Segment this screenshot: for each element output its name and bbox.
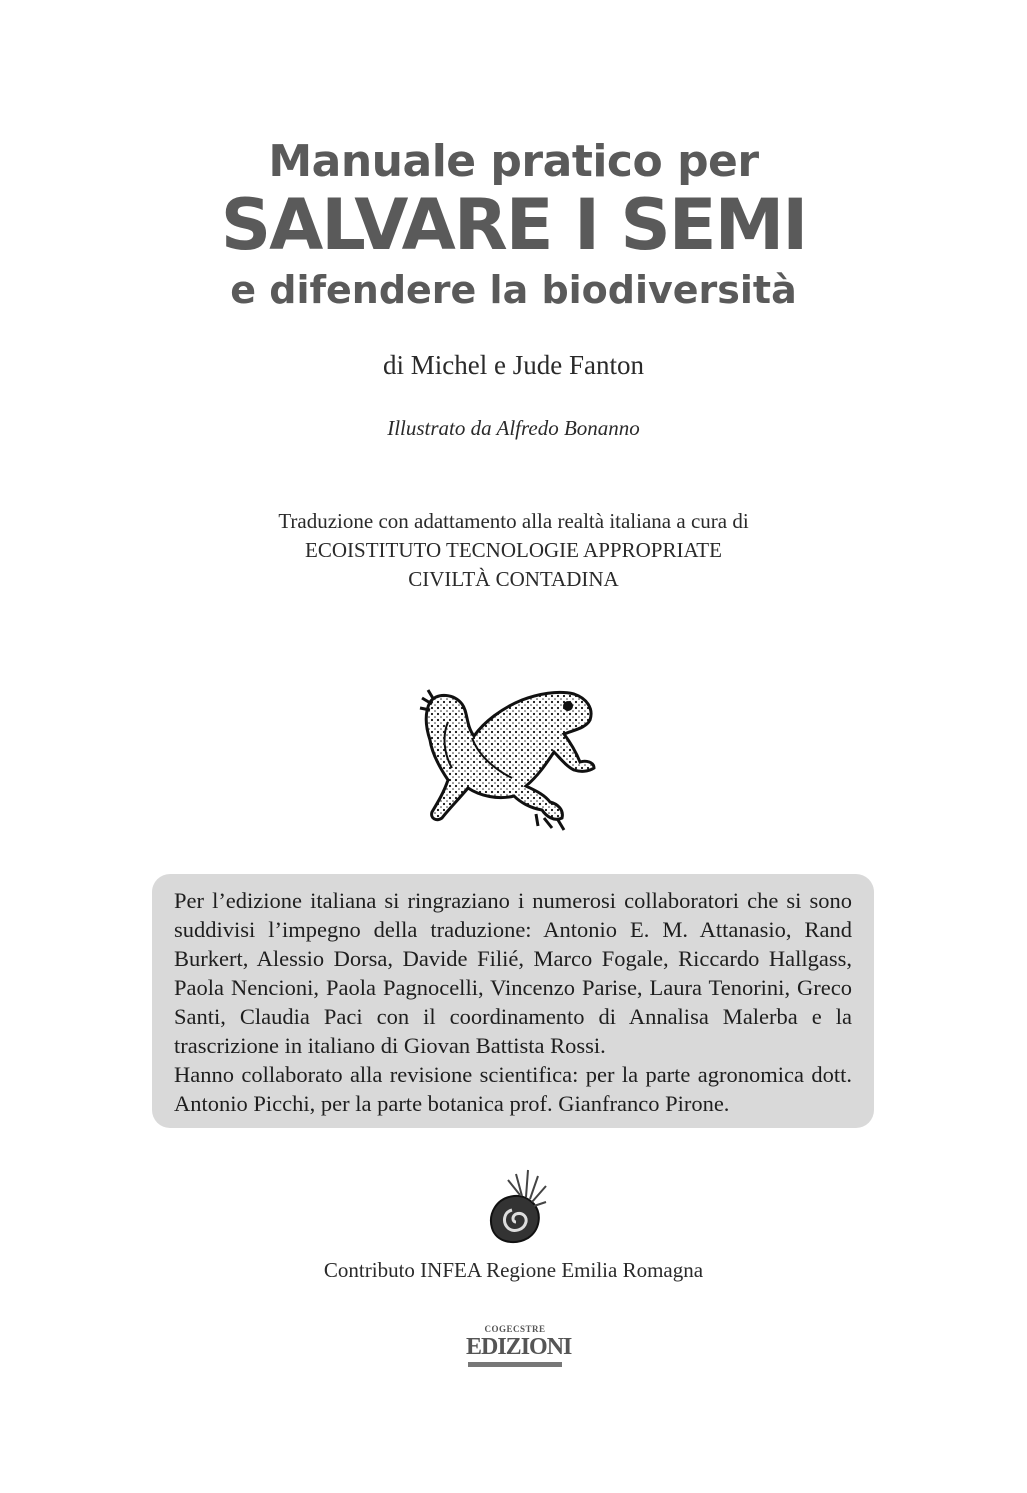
acknowledgements-paragraph-1: Per l’edizione italiana si ringraziano i numerosi collaboratori che si sono suddivisi l’impegno della traduzione: Antonio E. M. Attanasio, Rand Burkert, Alessio Dorsa, Davide Filié, Marco Fogale, Riccardo Hallgass, Paola Nencioni, Paola Pagnocelli, Vincenzo Parise, Laura Tenorini, Greco Santi, Claudia Paci con il coordinamento di Annalisa Malerba e la trascrizione in italiano di Giovan Battista Rossi.: [174, 888, 852, 1058]
acknowledgements-paragraph-2: Hanno collaborato alla revisione scientifica: per la parte agronomica dott. Antonio Picchi, per la parte botanica prof. Gianfranco Pirone.: [174, 1062, 852, 1116]
title-main: SALVARE I SEMI: [220, 184, 807, 266]
translation-line-3: CIVILTÀ CONTADINA: [408, 567, 619, 591]
publisher-name-big: EDIZIONI: [466, 1334, 572, 1360]
translation-line-1: Traduzione con adattamento alla realtà italiana a cura di: [278, 509, 749, 533]
snail-shell-logo: [484, 1162, 548, 1246]
publisher-name-small: COGECSTRE: [484, 1324, 546, 1334]
title-line-1: Manuale pratico per: [268, 136, 759, 187]
publisher-underline: [468, 1362, 562, 1367]
frog-illustration: [418, 682, 602, 832]
illustrator-line: Illustrato da Alfredo Bonanno: [387, 416, 640, 440]
author-line: di Michel e Jude Fanton: [383, 350, 644, 380]
title-subtitle: e difendere la biodiversità: [230, 268, 797, 312]
publisher-logo: [466, 1324, 572, 1372]
acknowledgements-box: [152, 874, 874, 1128]
contribution-line: Contributo INFEA Regione Emilia Romagna: [323, 1258, 704, 1282]
translation-line-2: ECOISTITUTO TECNOLOGIE APPROPRIATE: [305, 538, 722, 562]
translation-block: [0, 507, 1027, 594]
